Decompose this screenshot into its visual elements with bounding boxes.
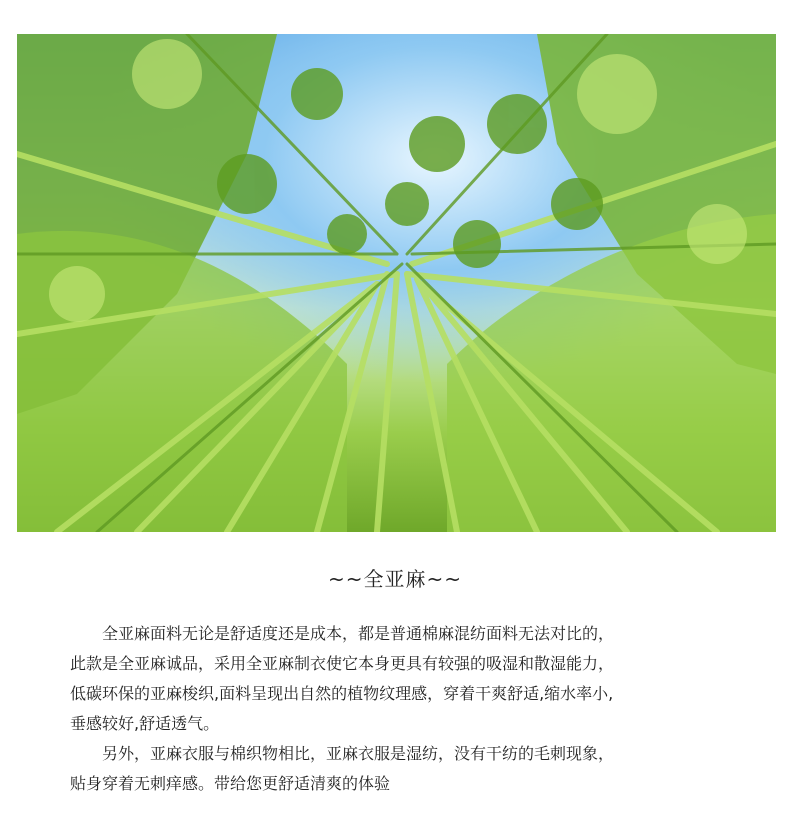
product-description <box>70 619 750 799</box>
description-line: 低碳环保的亚麻梭织,面料呈现出自然的植物纹理感，穿着干爽舒适,缩水率小, <box>70 684 614 703</box>
section-title: ~~全亚麻~~ <box>327 567 463 591</box>
description-line: 全亚麻面料无论是舒适度还是成本，都是普通棉麻混纺面料无法对比的， <box>102 624 615 643</box>
description-line: 贴身穿着无刺痒感。带给您更舒适清爽的体验 <box>70 774 391 793</box>
hemp-field-photo-icon <box>17 34 776 532</box>
description-line: 此款是全亚麻诚品，采用全亚麻制衣使它本身更具有较强的吸湿和散湿能力， <box>70 654 615 673</box>
description-line: 垂感较好,舒适透气。 <box>70 714 220 733</box>
description-line: 另外，亚麻衣服与棉织物相比，亚麻衣服是湿纺，没有干纺的毛刺现象， <box>102 744 615 763</box>
hemp-field-image <box>17 34 776 532</box>
